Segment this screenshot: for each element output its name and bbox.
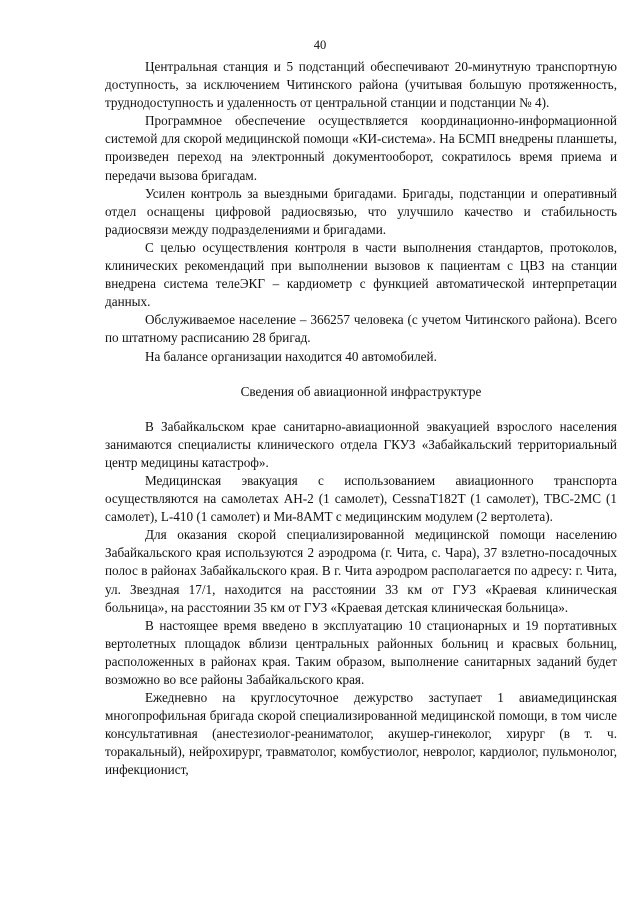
document-body bbox=[105, 58, 617, 780]
section-heading: Сведения об авиационной инфраструктуре bbox=[240, 383, 482, 399]
paragraph-software: Программное обеспечение осуществляется координационно-информационной системой для скорой медицинской помощи «КИ-система». На БСМП внедрены планшеты, произведен переход на электронный документооборот, сократилось время приема и передачи вызова бригадам. bbox=[105, 113, 617, 183]
page-number: 40 bbox=[313, 38, 327, 52]
paragraph-tele-ecg: С целью осуществления контроля в части выполнения стандартов, протоколов, клинических рекомендаций при выполнении вызовов к пациентам с ЦВЗ на станции внедрена система телеЭКГ – кардиометр с функцией автоматической интерпретации данных. bbox=[105, 239, 617, 310]
paragraph-air-evacuation: В Забайкальском крае санитарно-авиационной эвакуацией взрослого населения занимаются специалисты клинического отдела ГКУЗ «Забайкальский территориальный центр медицины катастроф». bbox=[105, 418, 617, 470]
paragraph-airfields: Для оказания скорой специализированной медицинской помощи населению Забайкальского края используются 2 аэродрома (г. Чита, с. Чара), 37 взлетно-посадочных полос в районах Забайкальского края. В г. Чита аэродром располагается по адресу: г. Чита, ул. Звездная 17/1, находится на расстоянии 33 км от ГУЗ «Краевая клиническая больница», на расстоянии 35 км от ГУЗ «Краевая детская клиническая больница». bbox=[105, 527, 617, 615]
paragraph-helipads: В настоящее время введено в эксплуатацию 10 стационарных и 19 портативных вертолетных площадок вблизи центральных районных больниц и красвых больниц, расположенных в районах края. Таким образом, выполнение санитарных заданий будет возможно во все районы Забайкальского края. bbox=[105, 617, 617, 687]
paragraph-population: Обслуживаемое население – 366257 человека (с учетом Читинского района). Всего по штатному расписанию 28 бригад. bbox=[105, 312, 617, 346]
paragraph-duty-brigade: Ежедневно на круглосуточное дежурство заступает 1 авиамедицинская многопрофильная бригада скорой специализированной медицинской помощи, в том числе консультативная (анестезиолог-реаниматолог, акушер-гинеколог, хирург (в т. ч. торакальный), нейрохирург, травматолог, комбустиолог, невролог, кардиолог, пульмонолог, инфекционист, bbox=[105, 690, 617, 778]
paragraph-vehicles: На балансе организации находится 40 автомобилей. bbox=[145, 348, 437, 364]
paragraph-control: Усилен контроль за выездными бригадами. Бригады, подстанции и оперативный отдел оснащены цифровой радиосвязью, что улучшило качество и стабильность радиосвязи между подразделениями и бригадами. bbox=[105, 185, 617, 237]
paragraph-aircraft: Медицинская эвакуация с использованием авиационного транспорта осуществляются на самолетах АН-2 (1 самолет), CessnaT182T (1 самолет), ТВС-2МС (1 самолет), L-410 (1 самолет) и Ми-8АМТ с медицинским модулем (2 вертолета). bbox=[105, 472, 617, 525]
paragraph-substations: Центральная станция и 5 подстанций обеспечивают 20-минутную транспортную доступность, за исключением Читинского района (учитывая большую протяженность, труднодоступность и удаленность от центральной станции и подстанции № 4). bbox=[105, 59, 617, 111]
